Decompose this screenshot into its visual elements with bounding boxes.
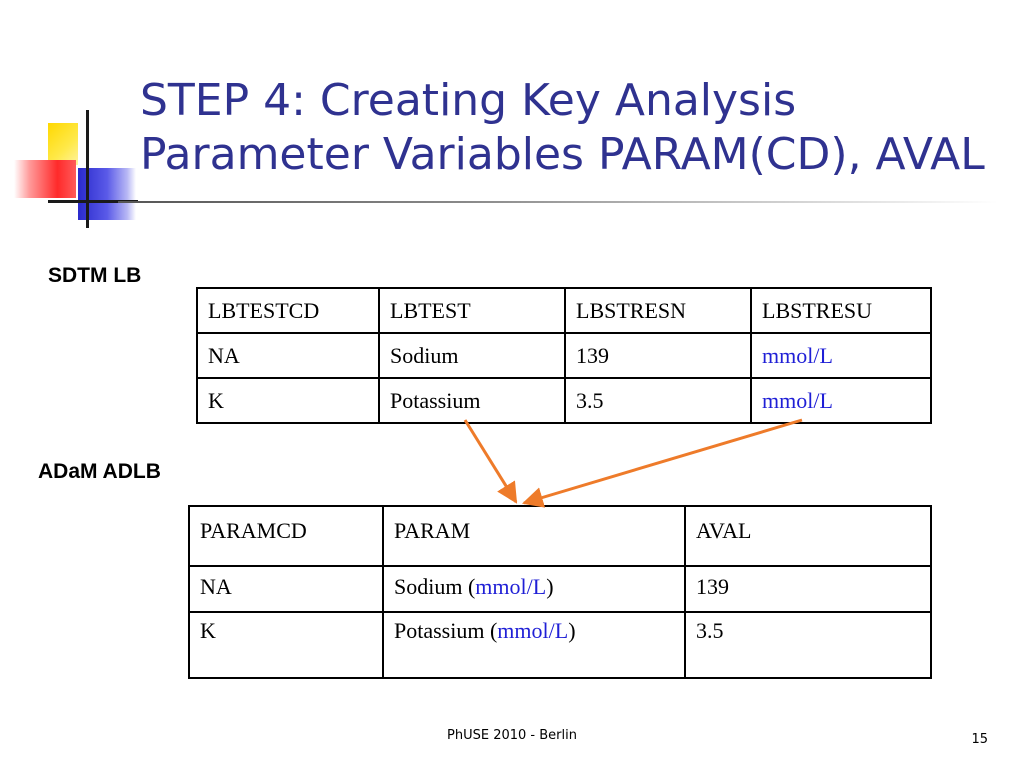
slide-footer: PhUSE 2010 - Berlin [447,728,577,743]
logo-red-square [14,160,76,198]
param-cell: Potassium (mmol/L) [383,612,685,678]
param-cell: Sodium (mmol/L) [383,566,685,612]
table-cell: 3.5 [685,612,931,678]
arrow-lbtest-to-param [465,420,516,502]
header-cell: PARAMCD [189,506,383,566]
sdtm-lb-label: SDTM LB [48,264,142,287]
header-cell: LBSTRESN [565,288,751,333]
table-cell: K [189,612,383,678]
header-cell: PARAM [383,506,685,566]
table-cell: Sodium [379,333,565,378]
adam-adlb-table [188,505,932,679]
page-number: 15 [971,732,988,747]
table-cell: Potassium [379,378,565,423]
slide-title [140,74,1000,182]
table-cell: 139 [685,566,931,612]
table-cell: NA [197,333,379,378]
table-cell: 3.5 [565,378,751,423]
header-cell: LBTEST [379,288,565,333]
header-cell: AVAL [685,506,931,566]
table-row [189,566,931,612]
table-row [197,378,931,423]
sdtm-lb-table [196,287,932,424]
slide-title-line-1: STEP 4: Creating Key Analysis [140,75,797,126]
table-cell: NA [189,566,383,612]
table-header-row [197,288,931,333]
unit-cell: mmol/L [751,378,931,423]
arrow-lbstresu-to-param [524,420,802,503]
header-cell: LBTESTCD [197,288,379,333]
param-unit: mmol/L [475,574,547,599]
slide-logo-graphic [0,0,140,240]
param-unit: mmol/L [497,618,569,643]
slide-title-line-2: Parameter Variables PARAM(CD), AVAL [140,129,985,180]
table-cell: K [197,378,379,423]
table-cell: 139 [565,333,751,378]
unit-cell: mmol/L [751,333,931,378]
param-name: Potassium [394,618,485,643]
table-header-row [189,506,931,566]
table-row [197,333,931,378]
logo-vertical-line [86,110,89,228]
title-divider [118,201,998,203]
table-row [189,612,931,678]
logo-yellow-square [48,123,78,165]
header-cell: LBSTRESU [751,288,931,333]
adam-adlb-label: ADaM ADLB [38,460,161,483]
param-name: Sodium [394,574,463,599]
